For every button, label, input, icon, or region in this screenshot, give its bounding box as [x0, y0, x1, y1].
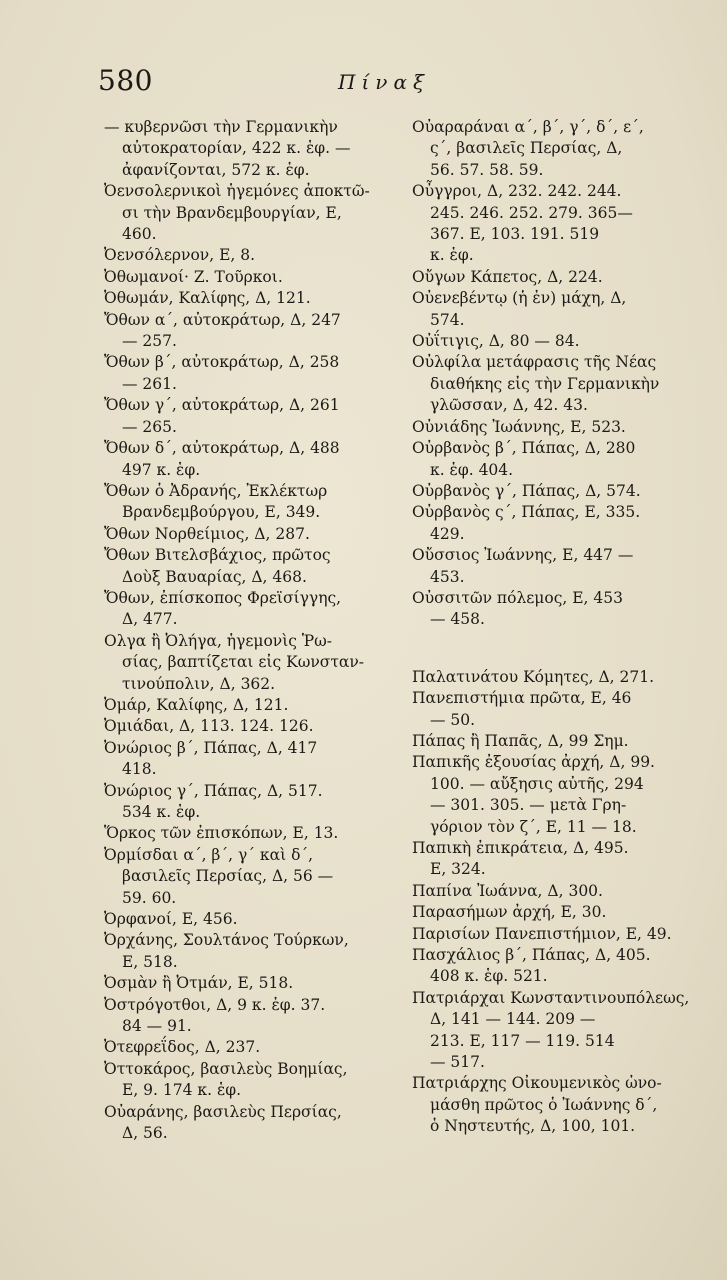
- index-entry-heading-line: Οὖγγροι, Δ, 232. 242. 244.: [412, 182, 622, 201]
- index-entry-heading-line: Ὄθων, ἐπίσκοπος Φρεϊσίγγης,: [104, 588, 342, 607]
- index-entry: [412, 945, 704, 988]
- index-entry-continuation-line: — 458.: [430, 610, 485, 629]
- index-entry: [104, 352, 394, 395]
- index-entry: [412, 352, 704, 416]
- index-entry-continuation-line: σι τὴν Βρανδεμβουργίαν, Ε,: [122, 203, 342, 222]
- index-entry-continuation-line: Ε, 518.: [122, 952, 178, 971]
- index-entry: [412, 181, 704, 267]
- index-entry: [104, 545, 394, 588]
- index-entry-heading-line: Παπικῆς ἐξουσίας ἀρχή, Δ, 99.: [412, 753, 655, 772]
- index-entry-heading-line: Ὀενσολερνικοὶ ἡγεμόνες ἀποκτῶ-: [104, 182, 370, 201]
- index-entry: [104, 310, 394, 353]
- index-entry: [104, 738, 394, 781]
- index-entry-heading-line: Ὀρφανοί, Ε, 456.: [104, 910, 238, 929]
- index-entry-continuation-line: — 50.: [430, 710, 476, 729]
- index-entry: [104, 845, 394, 909]
- index-entry-heading-line: Ὀρχάνης, Σουλτάνος Τούρκων,: [104, 931, 349, 950]
- index-entry-continuation-line: — 265.: [122, 417, 177, 436]
- index-entry-heading-line: Οὔγων Κάπετος, Δ, 224.: [412, 267, 603, 286]
- index-entry-heading-line: Οὐσσιτῶν πόλεμος, Ε, 453: [412, 588, 623, 607]
- index-entry-heading-line: Ὄθων β΄, αὐτοκράτωρ, Δ, 258: [104, 353, 340, 372]
- index-entry-heading-line: Ὀνώριος γ΄, Πάπας, Δ, 517.: [104, 781, 323, 800]
- index-entry-heading-line: Ὀενσόλερνον, Ε, 8.: [104, 246, 256, 265]
- index-entry-heading-line: Οὐλφίλα μετάφρασις τῆς Νέας: [412, 353, 657, 372]
- index-entry-continuation-line: γόριον τὸν ζ΄, Ε, 11 — 18.: [430, 817, 637, 836]
- index-entry-heading-line: Ὄθων δ΄, αὐτοκράτωρ, Δ, 488: [104, 439, 340, 458]
- index-entry-heading-line: Ὄθων α΄, αὐτοκράτωρ, Δ, 247: [104, 310, 341, 329]
- index-entry: [412, 924, 704, 945]
- index-entry: [412, 267, 704, 288]
- index-entry-continuation-line: 245. 246. 252. 279. 365—: [430, 203, 633, 222]
- index-entry-continuation-line: τινούπολιν, Δ, 362.: [122, 674, 276, 693]
- index-entry-heading-line: Πατριάρχαι Κωνσταντινουπόλεως,: [412, 988, 690, 1007]
- index-entry-continuation-line: κ. ἑφ. 404.: [430, 460, 514, 479]
- index-entry: [412, 902, 704, 923]
- index-entry-heading-line: Παρασήμων ἀρχή, Ε, 30.: [412, 903, 607, 922]
- index-entry-continuation-line: 84 — 91.: [122, 1017, 192, 1036]
- index-entry-heading-line: Οὐνιάδης Ἰωάννης, Ε, 523.: [412, 417, 626, 436]
- index-entry-heading-line: Οὐΐτιγις, Δ, 80 — 84.: [412, 332, 580, 351]
- right-column: [412, 117, 704, 1138]
- index-entry-heading-line: Παλατινάτου Κόμητες, Δ, 271.: [412, 667, 655, 686]
- running-head: Πίναξ: [338, 70, 430, 94]
- page-number: 580: [98, 64, 153, 97]
- index-entry-continuation-line: 367. Ε, 103. 191. 519: [430, 225, 600, 244]
- index-entry: [412, 481, 704, 502]
- index-entry-continuation-line: 534 κ. ἑφ.: [122, 803, 201, 821]
- index-entry-heading-line: Ὀττοκάρος, βασιλεὺς Βοημίας,: [104, 1059, 348, 1078]
- index-entry-heading-line: Ὀνώριος β΄, Πάπας, Δ, 417: [104, 738, 318, 757]
- index-entry: [412, 117, 704, 181]
- index-entry: [104, 930, 394, 973]
- index-entry: [104, 288, 394, 309]
- index-entry: [412, 502, 704, 545]
- index-entry: [104, 1037, 394, 1058]
- index-entry: [104, 588, 394, 631]
- index-entry: [104, 524, 394, 545]
- index-entry: [412, 838, 704, 881]
- index-entry-heading-line: Πανεπιστήμια πρῶτα, Ε, 46: [412, 689, 632, 708]
- index-entry: [104, 1059, 394, 1102]
- index-entry-heading-line: Ολγα ἢ Ὀλήγα, ἡγεμονὶς Ῥω-: [104, 631, 333, 650]
- index-entry-heading-line: Ὀθωμανοί· Ζ. Τοῦρκοι.: [104, 267, 283, 286]
- index-entry: [104, 117, 394, 181]
- index-entry-continuation-line: Ε, 9. 174 κ. ἑφ.: [122, 1081, 242, 1100]
- index-entry-heading-line: Ὀθωμάν, Καλίφης, Δ, 121.: [104, 289, 311, 308]
- index-entry: [412, 752, 704, 838]
- index-entry-continuation-line: — 301. 305. — μετὰ Γρη-: [430, 796, 627, 815]
- index-entry-continuation-line: — 257.: [122, 332, 177, 351]
- index-entry-continuation-line: Ε, 324.: [430, 860, 486, 879]
- index-entry-continuation-line: σίας, βαπτίζεται εἰς Κωνσταν-: [122, 653, 365, 672]
- index-entry-heading-line: Ὄθων Βιτελσβάχιος, πρῶτος: [104, 546, 331, 565]
- index-entry-heading-line: — κυβερνῶσι τὴν Γερμανικὴν: [104, 118, 338, 136]
- index-entry: [412, 667, 704, 688]
- index-entry: [104, 973, 394, 994]
- index-entry: [104, 823, 394, 844]
- index-entry: [104, 181, 394, 245]
- index-entry-heading-line: Ὀτεφρεΐδος, Δ, 237.: [104, 1038, 261, 1057]
- index-entry-heading-line: Πασχάλιος β΄, Πάπας, Δ, 405.: [412, 946, 651, 965]
- left-column: [104, 117, 394, 1145]
- index-entry: [412, 881, 704, 902]
- index-entry: [104, 267, 394, 288]
- index-entry-continuation-line: Δοὺξ Βαυαρίας, Δ, 468.: [122, 567, 307, 586]
- index-entry-continuation-line: 497 κ. ἑφ.: [122, 460, 201, 479]
- index-entry-continuation-line: διαθήκης εἰς τὴν Γερμανικὴν: [430, 374, 660, 393]
- index-entry-heading-line: Πατριάρχης Οἰκουμενικὸς ὠνο-: [412, 1074, 662, 1093]
- index-entry-heading-line: Ὀστρόγοτθοι, Δ, 9 κ. ἑφ. 37.: [104, 995, 326, 1014]
- index-entry-heading-line: Παρισίων Πανεπιστήμιον, Ε, 49.: [412, 924, 672, 943]
- index-entry-heading-line: Οὔσσιος Ἰωάννης, Ε, 447 —: [412, 546, 634, 565]
- index-entry-continuation-line: 213. Ε, 117 — 119. 514: [430, 1031, 615, 1050]
- index-entry-continuation-line: Δ, 477.: [122, 610, 178, 629]
- right-column-bottom-section: [412, 667, 704, 1138]
- index-entry: [412, 988, 704, 1074]
- index-entry-heading-line: Παπικὴ ἐπικράτεια, Δ, 495.: [412, 839, 629, 857]
- index-entry: [104, 695, 394, 716]
- index-entry-continuation-line: 429.: [430, 524, 465, 543]
- index-entry-continuation-line: αὐτοκρατορίαν, 422 κ. ἑφ. —: [122, 139, 351, 158]
- index-entry-continuation-line: ὁ Νηστευτής, Δ, 100, 101.: [430, 1117, 636, 1136]
- index-entry-heading-line: Ὀμιάδαι, Δ, 113. 124. 126.: [104, 717, 314, 736]
- index-entry: [104, 438, 394, 481]
- index-entry: [412, 588, 704, 631]
- index-entry-heading-line: Οὐενεβέντῳ (ἡ ἐν) μάχη, Δ,: [412, 289, 627, 308]
- index-entry-continuation-line: μάσθη πρῶτος ὁ Ἰωάννης δ΄,: [430, 1095, 658, 1114]
- right-column-top-section: [412, 117, 704, 631]
- index-entry: [412, 731, 704, 752]
- index-entry: [104, 395, 394, 438]
- index-entry-continuation-line: 100. — αὔξησις αὐτῆς, 294: [430, 774, 644, 793]
- index-entry: [104, 781, 394, 824]
- index-entry-heading-line: Οὐαράνης, βασιλεὺς Περσίας,: [104, 1102, 342, 1121]
- index-entry: [104, 245, 394, 266]
- index-entry-continuation-line: βασιλεῖς Περσίας, Δ, 56 —: [122, 867, 334, 886]
- index-entry: [412, 1073, 704, 1137]
- index-entry: [104, 995, 394, 1038]
- index-entry-heading-line: Ὀρμίσδαι α΄, β΄, γ΄ καὶ δ΄,: [104, 845, 314, 864]
- index-entry-continuation-line: κ. ἑφ.: [430, 246, 474, 265]
- index-entry: [104, 631, 394, 695]
- index-entry-heading-line: Παπίνα Ἰωάννα, Δ, 300.: [412, 881, 603, 900]
- index-entry: [412, 288, 704, 331]
- index-entry-heading-line: Ὄθων ὁ Ἀδρανής, Ἐκλέκτωρ: [104, 481, 328, 500]
- index-entry-continuation-line: 460.: [122, 225, 157, 244]
- index-entry-heading-line: Ὄθων Νορθείμιος, Δ, 287.: [104, 524, 310, 543]
- index-entry-continuation-line: 574.: [430, 310, 465, 329]
- index-entry-heading-line: Οὐρβανὸς γ΄, Πάπας, Δ, 574.: [412, 481, 641, 500]
- index-entry: [104, 1102, 394, 1145]
- index-entry-heading-line: Οὐρβανὸς β΄, Πάπας, Δ, 280: [412, 439, 636, 458]
- index-entry-heading-line: Ὀμάρ, Καλίφης, Δ, 121.: [104, 695, 289, 714]
- index-entry-continuation-line: γλῶσσαν, Δ, 42. 43.: [430, 396, 588, 415]
- index-entry-continuation-line: 56. 57. 58. 59.: [430, 160, 544, 179]
- index-entry-continuation-line: — 261.: [122, 374, 177, 393]
- index-entry-heading-line: Πάπας ἢ Παπᾶς, Δ, 99 Σημ.: [412, 731, 629, 750]
- index-entry-continuation-line: 453.: [430, 567, 465, 586]
- index-entry: [412, 545, 704, 588]
- index-entry-continuation-line: 408 κ. ἑφ. 521.: [430, 967, 548, 986]
- index-entry: [104, 909, 394, 930]
- index-entry-continuation-line: — 517.: [430, 1053, 485, 1072]
- index-entry-heading-line: Ὀσμὰν ἢ Ὀτμάν, Ε, 518.: [104, 974, 294, 993]
- index-entry-continuation-line: Δ, 56.: [122, 1124, 168, 1143]
- index-entry-heading-line: Ὄθων γ΄, αὐτοκράτωρ, Δ, 261: [104, 396, 340, 415]
- index-entry-continuation-line: Βρανδεμβούργου, Ε, 349.: [122, 503, 321, 522]
- index-entry-heading-line: Οὐρβανὸς ς΄, Πάπας, Ε, 335.: [412, 503, 641, 522]
- index-entry: [412, 438, 704, 481]
- index-entry-continuation-line: ἀφανίζονται, 572 κ. ἑφ.: [122, 160, 310, 179]
- index-entry-continuation-line: 59. 60.: [122, 888, 177, 907]
- section-gap: [412, 631, 704, 667]
- index-entry-heading-line: Οὐαραράναι α΄, β΄, γ΄, δ΄, ε΄,: [412, 118, 644, 136]
- index-entry-heading-line: Ὅρκος τῶν ἐπισκόπων, Ε, 13.: [104, 824, 339, 843]
- index-entry-continuation-line: Δ, 141 — 144. 209 —: [430, 1010, 596, 1029]
- index-entry: [412, 688, 704, 731]
- index-entry: [104, 481, 394, 524]
- index-entry: [104, 716, 394, 737]
- index-entry-continuation-line: 418.: [122, 760, 157, 779]
- index-entry: [412, 331, 704, 352]
- index-entry: [412, 417, 704, 438]
- index-entry-continuation-line: ς΄, βασιλεῖς Περσίας, Δ,: [430, 139, 623, 158]
